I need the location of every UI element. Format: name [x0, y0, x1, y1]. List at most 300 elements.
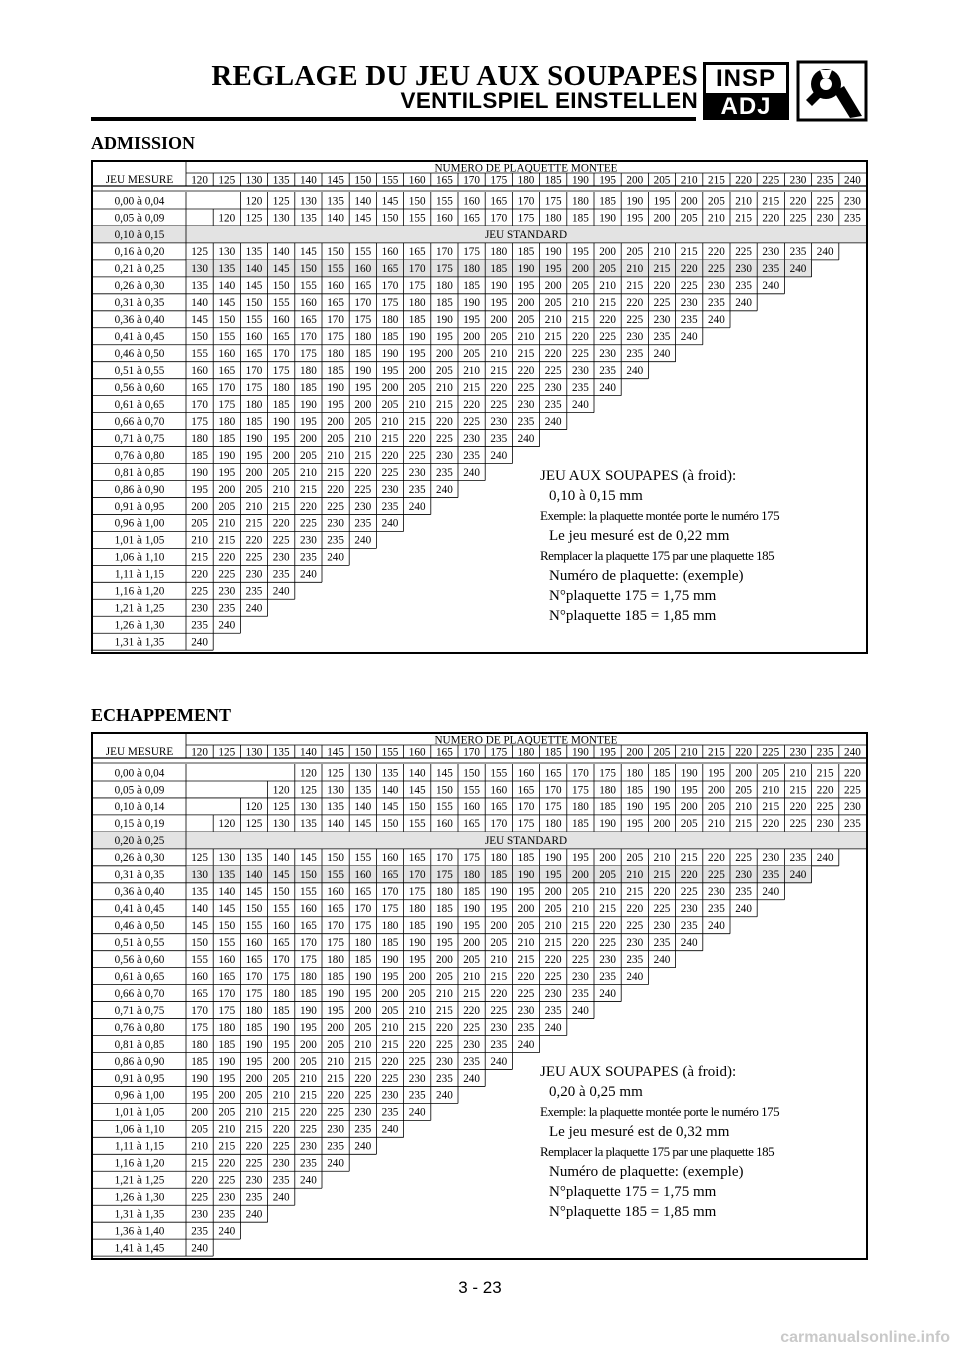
- shim-cell: 230: [599, 348, 616, 361]
- echappement-title: ECHAPPEMENT: [91, 705, 232, 725]
- shim-cell: 145: [191, 314, 208, 327]
- shim-cell: 175: [381, 297, 399, 310]
- shim-cell: 220: [572, 331, 589, 344]
- shim-cell: 225: [300, 517, 317, 530]
- shim-cell: 155: [272, 297, 290, 310]
- shim-cell: 230: [327, 517, 344, 530]
- shim-cell: 175: [191, 1021, 208, 1034]
- shim-header: 195: [599, 174, 616, 187]
- shim-cell: 220: [191, 568, 208, 581]
- shim-cell: 170: [327, 920, 344, 933]
- shim-cell: 190: [490, 280, 508, 293]
- shim-header: 140: [300, 174, 317, 187]
- shim-cell: 195: [490, 297, 508, 310]
- shim-cell: 225: [272, 534, 290, 547]
- shim-cell: 150: [408, 195, 426, 208]
- shim-cell: 175: [245, 381, 263, 394]
- shim-cell: 165: [381, 869, 399, 882]
- shim-cell: 240: [653, 348, 671, 361]
- shim-cell: 170: [354, 903, 372, 916]
- shim-cell: 130: [218, 852, 236, 865]
- shim-cell: 235: [735, 886, 752, 899]
- shim-cell: 145: [245, 886, 263, 899]
- shim-cell: 215: [599, 297, 616, 310]
- row-label: 0,91 à 0,95: [114, 500, 165, 513]
- shim-cell: 165: [490, 801, 508, 814]
- shim-cell: 160: [245, 936, 263, 949]
- standard-label: JEU STANDARD: [484, 835, 568, 848]
- shim-cell: 220: [599, 314, 616, 327]
- shim-cell: 165: [544, 767, 562, 780]
- shim-cell: 170: [436, 852, 453, 865]
- shim-cell: 165: [408, 246, 426, 259]
- shim-cell: 175: [354, 314, 372, 327]
- shim-header: 130: [245, 746, 263, 759]
- shim-cell: 185: [463, 280, 480, 293]
- note-shim-175: N°plaquette 175 = 1,75 mm: [549, 588, 717, 604]
- shim-cell: 205: [517, 314, 535, 327]
- shim-cell: 155: [327, 869, 344, 882]
- shim-cell: 190: [408, 936, 426, 949]
- shim-cell: 230: [300, 1140, 317, 1153]
- shim-cell: 240: [436, 1089, 453, 1102]
- shim-cell: 120: [218, 212, 236, 225]
- shim-cell: 240: [354, 534, 372, 547]
- row-label: 0,41 à 0,45: [114, 331, 165, 344]
- shim-cell: 240: [436, 483, 453, 496]
- shim-cell: 235: [327, 534, 344, 547]
- shim-cell: 220: [354, 466, 372, 479]
- shim-cell: 240: [517, 432, 535, 445]
- shim-cell: 140: [272, 246, 290, 259]
- shim-cell: 195: [572, 246, 589, 259]
- shim-header: 230: [789, 174, 807, 187]
- shim-header: 185: [544, 746, 562, 759]
- shim-header: 125: [218, 746, 236, 759]
- shim-cell: 150: [272, 280, 290, 293]
- shim-cell: 220: [327, 1089, 344, 1102]
- shim-cell: 205: [544, 903, 562, 916]
- shim-cell: 180: [327, 953, 344, 966]
- shim-cell: 220: [490, 987, 508, 1000]
- shim-cell: 230: [463, 432, 480, 445]
- shim-cell: 215: [245, 517, 263, 530]
- shim-cell: 235: [191, 1225, 208, 1238]
- shim-header: 210: [680, 174, 698, 187]
- shim-cell: 230: [354, 500, 372, 513]
- shim-header: 150: [354, 746, 372, 759]
- shim-cell: 225: [408, 1055, 426, 1068]
- shim-cell: 200: [680, 801, 698, 814]
- shim-cell: 155: [191, 953, 208, 966]
- shim-cell: 220: [381, 449, 399, 462]
- shim-cell: 185: [327, 970, 344, 983]
- shim-cell: 170: [436, 246, 453, 259]
- shim-cell: 120: [272, 784, 290, 797]
- shim-cell: 220: [354, 1072, 372, 1085]
- note-measured: Le jeu mesuré est de 0,32 mm: [549, 1124, 730, 1140]
- shim-cell: 180: [327, 348, 344, 361]
- shim-cell: 210: [789, 767, 807, 780]
- shim-cell: 230: [218, 1191, 236, 1204]
- shim-cell: 170: [408, 263, 426, 276]
- shim-cell: 155: [245, 920, 263, 933]
- shim-cell: 125: [300, 784, 317, 797]
- shim-cell: 220: [463, 398, 480, 411]
- shim-cell: 190: [218, 1055, 236, 1068]
- shim-cell: 135: [191, 280, 208, 293]
- shim-cell: 215: [572, 920, 589, 933]
- shim-cell: 240: [735, 903, 752, 916]
- shim-cell: 240: [517, 1038, 535, 1051]
- shim-header: 215: [708, 746, 725, 759]
- shim-cell: 200: [490, 920, 508, 933]
- shim-cell: 225: [463, 1021, 480, 1034]
- shim-cell: 175: [463, 246, 480, 259]
- shim-cell: 155: [490, 767, 508, 780]
- shim-cell: 140: [272, 852, 290, 865]
- shim-header: 220: [735, 746, 752, 759]
- shim-cell: 205: [544, 297, 562, 310]
- shim-header: 225: [762, 174, 780, 187]
- shim-cell: 200: [218, 483, 236, 496]
- shim-cell: 235: [599, 970, 616, 983]
- shim-cell: 195: [517, 280, 535, 293]
- shim-cell: 155: [436, 195, 453, 208]
- shim-cell: 235: [245, 1191, 263, 1204]
- shim-cell: 225: [844, 784, 861, 797]
- shim-cell: 240: [218, 1225, 236, 1238]
- shim-cell: 235: [272, 1174, 290, 1187]
- shim-cell: 190: [300, 398, 317, 411]
- shim-cell: 135: [327, 195, 344, 208]
- shim-cell: 175: [218, 398, 236, 411]
- shim-cell: 190: [544, 852, 562, 865]
- shim-cell: 160: [490, 784, 508, 797]
- shim-cell: 185: [218, 432, 236, 445]
- shim-cell: 150: [463, 767, 480, 780]
- shim-cell: 230: [408, 1072, 426, 1085]
- shim-cell: 210: [381, 415, 399, 428]
- shim-cell: 220: [218, 1157, 236, 1170]
- shim-cell: 190: [272, 1021, 290, 1034]
- row-label: 1,11 à 1,15: [114, 568, 165, 581]
- row-label: 0,16 à 0,20: [114, 246, 165, 259]
- row-label: 1,11 à 1,15: [114, 1140, 165, 1153]
- shim-cell: 230: [408, 466, 426, 479]
- shim-cell: 200: [327, 415, 344, 428]
- shim-cell: 145: [272, 263, 290, 276]
- shim-header: 140: [300, 746, 317, 759]
- shim-cell: 205: [436, 970, 453, 983]
- row-label: 1,26 à 1,30: [114, 619, 165, 632]
- shim-cell: 180: [408, 903, 426, 916]
- shim-cell: 170: [191, 398, 208, 411]
- shim-cell: 230: [626, 331, 644, 344]
- shim-header: 145: [327, 746, 344, 759]
- shim-cell: 170: [490, 212, 508, 225]
- shim-cell: 180: [381, 920, 399, 933]
- shim-cell: 160: [327, 280, 344, 293]
- shim-cell: 240: [544, 415, 562, 428]
- shim-cell: 160: [218, 953, 236, 966]
- shim-cell: 140: [218, 280, 236, 293]
- shim-cell: 220: [680, 263, 698, 276]
- shim-cell: 220: [300, 500, 317, 513]
- shim-cell: 225: [354, 1089, 372, 1102]
- shim-cell: 180: [599, 784, 616, 797]
- shim-cell: 190: [626, 801, 644, 814]
- shim-cell: 180: [490, 246, 508, 259]
- shim-cell: 230: [599, 953, 616, 966]
- shim-cell: 230: [708, 886, 725, 899]
- shim-cell: 220: [463, 1004, 480, 1017]
- shim-cell: 230: [653, 920, 671, 933]
- row-label: 0,86 à 0,90: [114, 483, 165, 496]
- shim-cell: 240: [626, 364, 644, 377]
- shim-cell: 235: [544, 1004, 562, 1017]
- shim-cell: 210: [599, 280, 616, 293]
- shim-cell: 230: [544, 381, 562, 394]
- shim-cell: 205: [572, 886, 589, 899]
- shim-cell: 135: [191, 886, 208, 899]
- shim-cell: 145: [300, 246, 317, 259]
- shim-cell: 165: [354, 886, 372, 899]
- shim-cell: 235: [844, 818, 861, 831]
- shim-cell: 175: [544, 801, 562, 814]
- shim-cell: 230: [490, 1021, 508, 1034]
- shim-cell: 185: [599, 195, 616, 208]
- shim-cell: 230: [191, 602, 208, 615]
- shim-cell: 220: [408, 1038, 426, 1051]
- shim-cell: 140: [245, 263, 263, 276]
- shim-cell: 200: [436, 953, 453, 966]
- shim-cell: 195: [327, 1004, 344, 1017]
- shim-cell: 185: [572, 818, 589, 831]
- shim-cell: 140: [245, 869, 263, 882]
- shim-cell: 165: [463, 212, 480, 225]
- shim-cell: 210: [354, 1038, 372, 1051]
- shim-cell: 220: [708, 852, 725, 865]
- shim-cell: 225: [272, 1140, 290, 1153]
- shim-cell: 180: [408, 297, 426, 310]
- standard-row-fill: [93, 832, 866, 849]
- shim-cell: 205: [599, 263, 616, 276]
- shim-cell: 220: [272, 1123, 290, 1136]
- shim-cell: 160: [381, 852, 399, 865]
- shim-cell: 175: [463, 852, 480, 865]
- shim-cell: 200: [272, 1055, 290, 1068]
- row-label: 0,61 à 0,65: [114, 398, 165, 411]
- shim-cell: 180: [245, 1004, 263, 1017]
- row-label: 0,26 à 0,30: [114, 852, 165, 865]
- shim-cell: 185: [300, 987, 317, 1000]
- shim-cell: 225: [218, 1174, 236, 1187]
- shim-cell: 225: [653, 297, 671, 310]
- shim-cell: 195: [381, 364, 399, 377]
- shim-cell: 190: [300, 1004, 317, 1017]
- shim-cell: 230: [517, 398, 535, 411]
- shim-cell: 160: [517, 767, 535, 780]
- shim-cell: 125: [191, 246, 208, 259]
- admission-note: [540, 466, 779, 626]
- shim-cell: 175: [327, 936, 344, 949]
- shim-cell: 220: [272, 517, 290, 530]
- shim-header: 215: [708, 174, 725, 187]
- shim-cell: 130: [327, 784, 344, 797]
- shim-cell: 210: [762, 784, 780, 797]
- row-label: 0,76 à 0,80: [114, 449, 165, 462]
- shim-cell: 145: [408, 784, 426, 797]
- row-label: 1,06 à 1,10: [114, 1123, 165, 1136]
- shim-cell: 220: [762, 212, 780, 225]
- shim-cell: 220: [653, 280, 671, 293]
- shim-cell: 160: [327, 886, 344, 899]
- shim-cell: 195: [272, 432, 290, 445]
- row-label: 0,96 à 1,00: [114, 1089, 165, 1102]
- shim-cell: 195: [544, 263, 562, 276]
- shim-cell: 175: [517, 212, 535, 225]
- shim-cell: 240: [245, 602, 263, 615]
- shim-cell: 215: [517, 348, 535, 361]
- shim-cell: 170: [272, 953, 290, 966]
- shim-cell: 230: [816, 212, 834, 225]
- shim-cell: 205: [327, 1038, 344, 1051]
- shim-cell: 225: [191, 1191, 208, 1204]
- shim-header: 165: [436, 174, 453, 187]
- shim-cell: 195: [354, 987, 372, 1000]
- note-example: Exemple: la plaquette montée porte le numéro 175: [540, 1104, 780, 1119]
- shim-cell: 135: [218, 869, 236, 882]
- shim-header: 205: [653, 174, 671, 187]
- shim-cell: 180: [463, 869, 480, 882]
- shim-cell: 210: [735, 195, 752, 208]
- shim-cell: 195: [463, 314, 480, 327]
- shim-cell: 230: [218, 585, 236, 598]
- shim-cell: 165: [191, 381, 208, 394]
- shim-cell: 240: [816, 246, 834, 259]
- shim-cell: 180: [490, 852, 508, 865]
- shim-cell: 175: [300, 953, 317, 966]
- shim-cell: 160: [463, 195, 480, 208]
- shim-cell: 210: [517, 331, 535, 344]
- shim-cell: 195: [408, 348, 426, 361]
- shim-cell: 160: [354, 869, 372, 882]
- shim-cell: 165: [354, 280, 372, 293]
- shim-cell: 235: [653, 331, 671, 344]
- shim-cell: 170: [572, 767, 589, 780]
- col-header-jeu-mesure: JEU MESURE: [105, 173, 174, 186]
- shim-cell: 230: [463, 1038, 480, 1051]
- shim-cell: 225: [218, 568, 236, 581]
- shim-cell: 220: [191, 1174, 208, 1187]
- shim-cell: 220: [844, 767, 861, 780]
- shim-cell: 235: [436, 466, 453, 479]
- shim-cell: 220: [599, 920, 616, 933]
- shim-header: 195: [599, 746, 616, 759]
- shim-cell: 205: [191, 517, 208, 530]
- shim-cell: 240: [572, 1004, 589, 1017]
- shim-cell: 155: [245, 314, 263, 327]
- shim-cell: 240: [680, 936, 698, 949]
- shim-cell: 180: [245, 398, 263, 411]
- shim-cell: 220: [544, 953, 562, 966]
- shim-cell: 175: [408, 280, 426, 293]
- shim-cell: 200: [572, 263, 589, 276]
- shim-cell: 240: [735, 297, 752, 310]
- shim-cell: 240: [327, 1157, 344, 1170]
- row-label: 0,71 à 0,75: [114, 1004, 165, 1017]
- shim-cell: 230: [653, 314, 671, 327]
- shim-cell: 165: [408, 852, 426, 865]
- shim-cell: 130: [191, 263, 208, 276]
- shim-cell: 150: [245, 903, 263, 916]
- shim-cell: 200: [680, 195, 698, 208]
- row-label: 0,00 à 0,04: [114, 767, 165, 780]
- shim-cell: 225: [735, 246, 752, 259]
- shim-cell: 220: [245, 534, 263, 547]
- shim-cell: 240: [572, 398, 589, 411]
- shim-cell: 140: [381, 784, 399, 797]
- shim-cell: 210: [735, 801, 752, 814]
- shim-cell: 200: [300, 1038, 317, 1051]
- shim-cell: 210: [653, 246, 671, 259]
- shim-cell: 215: [653, 263, 671, 276]
- shim-header: 240: [844, 746, 861, 759]
- shim-cell: 205: [436, 364, 453, 377]
- shim-cell: 195: [245, 449, 263, 462]
- shim-cell: 195: [626, 212, 644, 225]
- shim-cell: 185: [463, 886, 480, 899]
- shim-cell: 210: [408, 398, 426, 411]
- shim-cell: 200: [490, 314, 508, 327]
- shim-cell: 210: [327, 1055, 344, 1068]
- shim-cell: 195: [436, 331, 453, 344]
- shim-cell: 200: [300, 432, 317, 445]
- row-label: 0,86 à 0,90: [114, 1055, 165, 1068]
- shim-cell: 215: [517, 953, 535, 966]
- shim-header: 155: [381, 746, 399, 759]
- shim-cell: 205: [300, 1055, 317, 1068]
- shim-cell: 210: [517, 936, 535, 949]
- shim-cell: 180: [354, 936, 372, 949]
- shim-cell: 205: [191, 1123, 208, 1136]
- shim-cell: 150: [191, 331, 208, 344]
- shim-cell: 210: [626, 263, 644, 276]
- shim-cell: 140: [218, 886, 236, 899]
- shim-cell: 180: [300, 970, 317, 983]
- shim-cell: 195: [245, 1055, 263, 1068]
- shim-cell: 185: [191, 1055, 208, 1068]
- shim-cell: 200: [408, 364, 426, 377]
- shim-cell: 195: [653, 801, 671, 814]
- shim-cell: 195: [218, 466, 236, 479]
- shim-cell: 215: [354, 449, 372, 462]
- shim-header: 200: [626, 174, 644, 187]
- shim-cell: 240: [490, 1055, 508, 1068]
- shim-cell: 175: [544, 195, 562, 208]
- shim-cell: 240: [490, 449, 508, 462]
- shim-cell: 240: [762, 886, 780, 899]
- shim-cell: 150: [218, 920, 236, 933]
- row-label: 1,41 à 1,45: [114, 1242, 165, 1255]
- shim-header: 165: [436, 746, 453, 759]
- shim-cell: 230: [572, 364, 589, 377]
- shim-cell: 165: [218, 970, 236, 983]
- shim-cell: 160: [272, 920, 290, 933]
- shim-cell: 150: [408, 801, 426, 814]
- shim-cell: 205: [708, 801, 725, 814]
